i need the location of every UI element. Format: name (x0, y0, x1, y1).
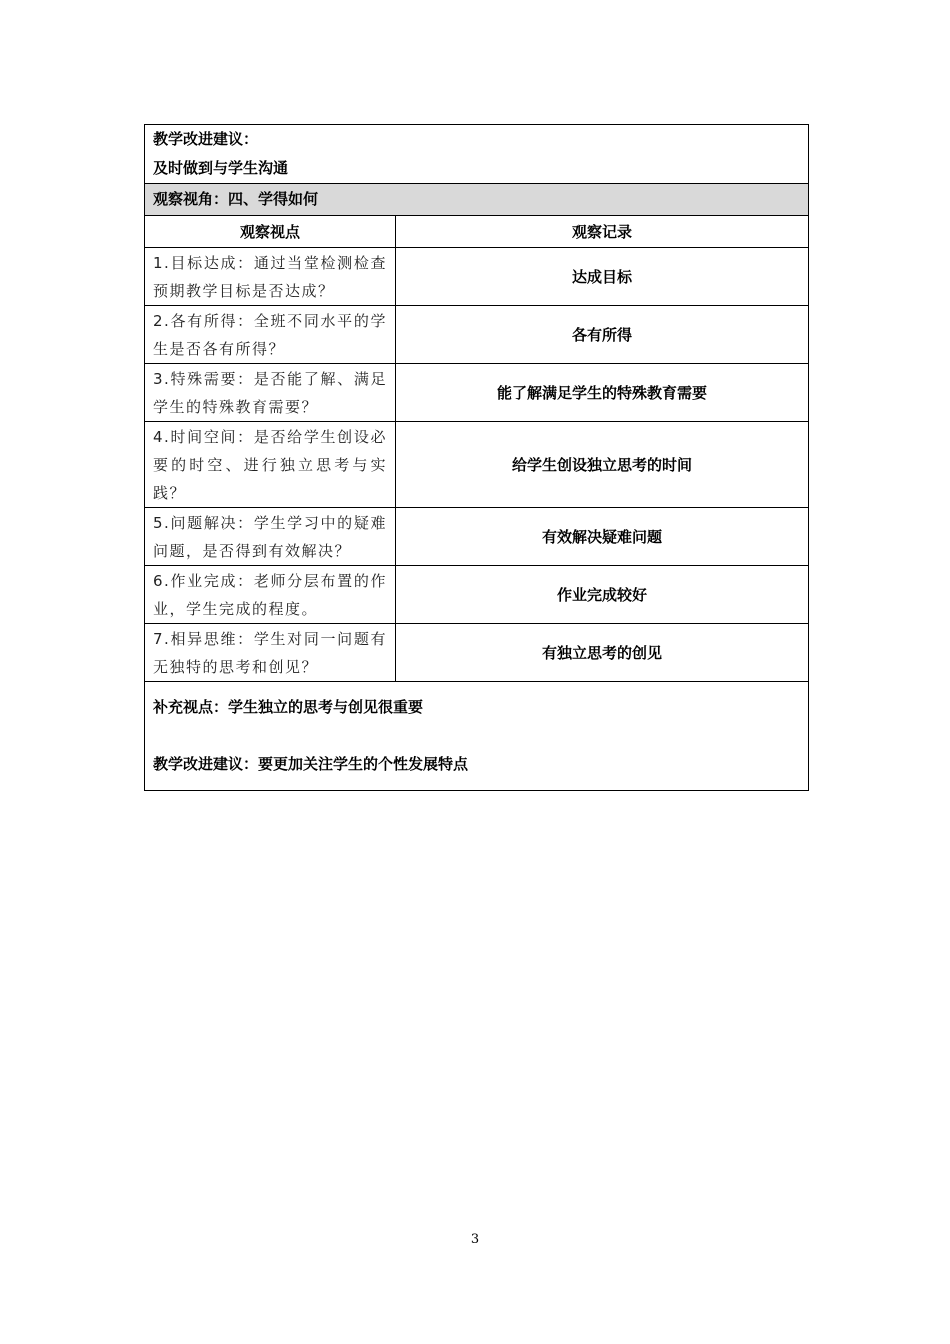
suggestion-text: 及时做到与学生沟通 (153, 159, 289, 177)
observation-point: 7.相异思维：学生对同一问题有无独特的思考和创见？ (145, 624, 396, 682)
observation-record: 能了解满足学生的特殊教育需要 (396, 364, 809, 422)
improvement-suggestion: 教学改进建议：要更加关注学生的个性发展特点 (153, 755, 469, 773)
column-header-record: 观察记录 (396, 216, 809, 248)
observation-table (144, 124, 809, 791)
bottom-notes-cell (145, 682, 809, 791)
supplement-point: 补充视点：学生独立的思考与创见很重要 (153, 698, 424, 716)
observation-point: 3.特殊需要：是否能了解、满足学生的特殊教育需要？ (145, 364, 396, 422)
spacer (153, 722, 800, 750)
observation-record: 给学生创设独立思考的时间 (396, 422, 809, 508)
column-header-point: 观察视点 (145, 216, 396, 248)
table-row (145, 248, 809, 306)
observation-point: 2.各有所得：全班不同水平的学生是否各有所得？ (145, 306, 396, 364)
table-row (145, 422, 809, 508)
observation-point: 4.时间空间：是否给学生创设必要的时空、进行独立思考与实践？ (145, 422, 396, 508)
observation-point: 1.目标达成：通过当堂检测检查预期教学目标是否达成？ (145, 248, 396, 306)
suggestion-label: 教学改进建议： (153, 130, 259, 148)
table-row (145, 364, 809, 422)
table-row (145, 566, 809, 624)
observation-record: 作业完成较好 (396, 566, 809, 624)
page-number: 3 (470, 1232, 480, 1247)
observation-point: 6.作业完成：老师分层布置的作业，学生完成的程度。 (145, 566, 396, 624)
observation-record: 有独立思考的创见 (396, 624, 809, 682)
top-suggestion-cell (145, 125, 809, 184)
observation-point: 5.问题解决：学生学习中的疑难问题，是否得到有效解决？ (145, 508, 396, 566)
table-row (145, 624, 809, 682)
observation-record: 有效解决疑难问题 (396, 508, 809, 566)
section-title: 观察视角：四、学得如何 (145, 184, 809, 216)
table-row (145, 508, 809, 566)
table-row (145, 306, 809, 364)
observation-record: 各有所得 (396, 306, 809, 364)
observation-record: 达成目标 (396, 248, 809, 306)
